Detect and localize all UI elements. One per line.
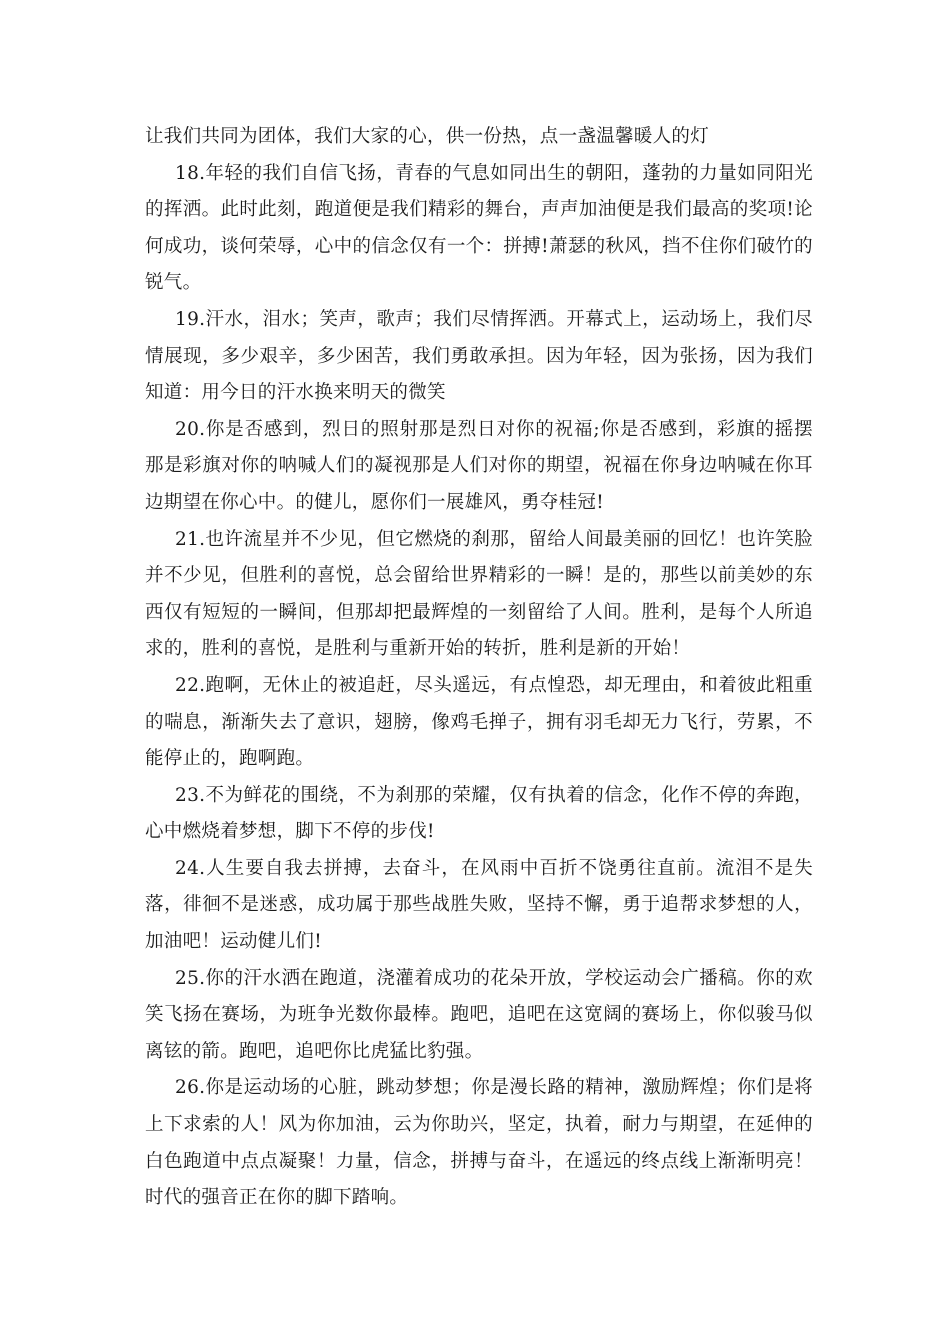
paragraph-24: 24.人生要自我去拼搏，去奋斗，在风雨中百折不饶勇往直前。流泪不是失落，徘徊不是迷惑，成功属于那些战胜失败，坚持不懈，勇于追帮求梦想的人，加油吧！运动健儿们! — [145, 857, 813, 953]
paragraph-18: 18.年轻的我们自信飞扬，青春的气息如同出生的朝阳，蓬勃的力量如同阳光的挥洒。此时此刻，跑道便是我们精彩的舞台，声声加油便是我们最高的奖项!论何成功，谈何荣辱，心中的信念仅有一个：拼搏!萧瑟的秋风，挡不住你们破竹的锐气。 — [145, 162, 813, 294]
paragraph-21: 21.也许流星并不少见，但它燃烧的刹那，留给人间最美丽的回忆！也许笑脸并不少见，但胜利的喜悦，总会留给世界精彩的一瞬！是的，那些以前美妙的东西仅有短短的一瞬间，但那却把最辉煌的一刻留给了人间。胜利，是每个人所追求的，胜利的喜悦，是胜利与重新开始的转折，胜利是新的开始！ — [145, 528, 813, 660]
paragraph-19: 19.汗水，泪水；笑声，歌声；我们尽情挥洒。开幕式上，运动场上，我们尽情展现，多少艰辛，多少困苦，我们勇敢承担。因为年轻，因为张扬，因为我们知道：用今日的汗水换来明天的微笑 — [145, 308, 813, 404]
paragraph-continuation: 让我们共同为团体，我们大家的心，供一份热，点一盏温馨暖人的灯 — [145, 126, 710, 147]
paragraph-26: 26.你是运动场的心脏，跳动梦想；你是漫长路的精神，激励辉煌；你们是将上下求索的人！风为你加油，云为你助兴，坚定，执着，耐力与期望，在延伸的白色跑道中点点凝聚！力量，信念，拼搏与奋斗，在遥远的终点线上渐渐明亮！时代的强音正在你的脚下踏响。 — [145, 1077, 813, 1209]
document-body — [145, 119, 813, 1217]
paragraph-23: 23.不为鲜花的围绕，不为刹那的荣耀，仅有执着的信念，化作不停的奔跑，心中燃烧着梦想，脚下不停的步伐! — [145, 784, 813, 843]
paragraph-25: 25.你的汗水洒在跑道，浇灌着成功的花朵开放，学校运动会广播稿。你的欢笑飞扬在赛场，为班争光数你最棒。跑吧，追吧在这宽阔的赛场上，你似骏马似离铉的箭。跑吧，追吧你比虎猛比豹强。 — [145, 967, 813, 1062]
paragraph-22: 22.跑啊，无休止的被追赶，尽头遥远，有点惶恐，却无理由，和着彼此粗重的喘息，渐渐失去了意识，翅膀，像鸡毛掸子，拥有羽毛却无力飞行，劳累，不能停止的，跑啊跑。 — [145, 674, 813, 770]
paragraph-20: 20.你是否感到，烈日的照射那是烈日对你的祝福;你是否感到，彩旗的摇摆那是彩旗对你的呐喊人们的凝视那是人们对你的期望，祝福在你身边呐喊在你耳边期望在你心中。的健儿，愿你们一展雄风，勇夺桂冠! — [145, 418, 813, 513]
